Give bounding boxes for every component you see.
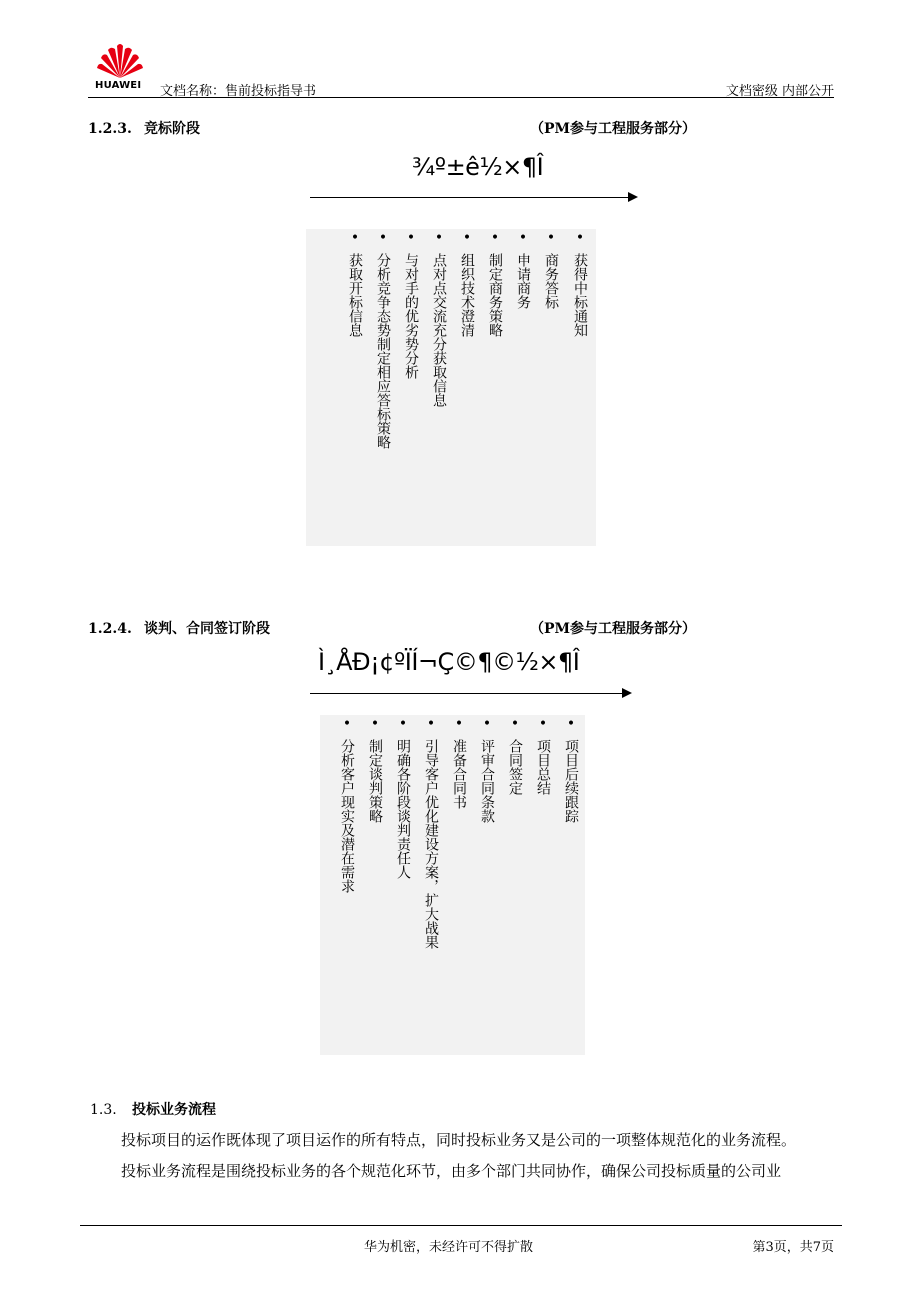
bullet-icon: • bbox=[546, 230, 556, 246]
bullet-icon: • bbox=[454, 716, 464, 732]
item-text: 商务答标 bbox=[543, 253, 559, 309]
bullet-icon: • bbox=[434, 230, 444, 246]
stage-arrow bbox=[310, 197, 636, 198]
section-heading-13 bbox=[90, 1099, 216, 1119]
section-heading-123 bbox=[88, 118, 200, 138]
item-text: 分析客户现实及潜在需求 bbox=[339, 739, 355, 893]
body-paragraph: 投标项目的运作既体现了项目运作的所有特点，同时投标业务又是公司的一项整体规范化的业务流程。 bbox=[121, 1131, 797, 1149]
list-item bbox=[561, 715, 581, 823]
list-item bbox=[485, 229, 505, 337]
bullet-icon: • bbox=[566, 716, 576, 732]
item-text: 评审合同条款 bbox=[479, 739, 495, 823]
diagram-title: ¾º±ê½×¶Î bbox=[412, 153, 544, 181]
item-text: 获得中标通知 bbox=[572, 253, 588, 337]
item-text: 引导客户优化建设方案，扩大战果 bbox=[423, 739, 439, 949]
item-text: 项目后续跟踪 bbox=[563, 739, 579, 823]
bullet-icon: • bbox=[510, 716, 520, 732]
item-text: 制定谈判策略 bbox=[367, 739, 383, 823]
list-item bbox=[429, 229, 449, 407]
list-item bbox=[513, 229, 533, 309]
bullet-icon: • bbox=[426, 716, 436, 732]
list-item bbox=[401, 229, 421, 379]
section-note: （PM参与工程服务部分） bbox=[530, 121, 697, 137]
page-number: 第3页，共7页 bbox=[752, 1240, 834, 1255]
item-text: 准备合同书 bbox=[451, 739, 467, 809]
item-text: 制定商务策略 bbox=[487, 253, 503, 337]
item-text: 获取开标信息 bbox=[347, 253, 363, 337]
list-item bbox=[541, 229, 561, 309]
bullet-icon: • bbox=[370, 716, 380, 732]
bullet-icon: • bbox=[342, 716, 352, 732]
bullet-icon: • bbox=[406, 230, 416, 246]
item-text: 申请商务 bbox=[515, 253, 531, 309]
section-heading-124 bbox=[88, 618, 270, 638]
document-classification: 文档密级 内部公开 bbox=[725, 84, 834, 99]
section-number: 1.2.4. bbox=[88, 621, 132, 637]
item-text: 项目总结 bbox=[535, 739, 551, 795]
bullet-icon: • bbox=[575, 230, 585, 246]
stage-activity-box bbox=[306, 229, 596, 546]
footer-divider bbox=[80, 1225, 842, 1226]
bullet-icon: • bbox=[462, 230, 472, 246]
stage-arrow bbox=[310, 693, 630, 694]
item-text: 与对手的优劣势分析 bbox=[403, 253, 419, 379]
list-item bbox=[337, 715, 357, 893]
item-text: 分析竞争态势制定相应答标策略 bbox=[375, 253, 391, 449]
item-text: 合同签定 bbox=[507, 739, 523, 795]
list-item bbox=[345, 229, 365, 337]
section-number: 1.2.3. bbox=[88, 121, 132, 137]
section-number: 1.3. bbox=[90, 1102, 117, 1118]
list-item bbox=[570, 229, 590, 337]
logo-text: HUAWEI bbox=[95, 80, 142, 91]
section-note: （PM参与工程服务部分） bbox=[530, 621, 697, 637]
item-text: 明确各阶段谈判责任人 bbox=[395, 739, 411, 879]
list-item bbox=[477, 715, 497, 823]
section-title: 投标业务流程 bbox=[132, 1102, 216, 1118]
list-item bbox=[505, 715, 525, 795]
list-item bbox=[393, 715, 413, 879]
list-item bbox=[373, 229, 393, 449]
section-title: 竞标阶段 bbox=[144, 121, 200, 137]
bullet-icon: • bbox=[350, 230, 360, 246]
section-title: 谈判、合同签订阶段 bbox=[144, 621, 270, 637]
diagram-title: Ì¸ÅÐ¡¢ºÏÍ¬Ç©¶©½×¶Î bbox=[318, 648, 580, 676]
bullet-icon: • bbox=[398, 716, 408, 732]
item-text: 点对点交流充分获取信息 bbox=[431, 253, 447, 407]
list-item bbox=[421, 715, 441, 949]
body-paragraph: 投标业务流程是围绕投标业务的各个规范化环节，由多个部门共同协作，确保公司投标质量的公司业 bbox=[121, 1162, 782, 1180]
item-text: 组织技术澄清 bbox=[459, 253, 475, 337]
header-divider bbox=[88, 97, 834, 98]
bullet-icon: • bbox=[538, 716, 548, 732]
footer-confidential: 华为机密，未经许可不得扩散 bbox=[364, 1240, 534, 1255]
document-name: 文档名称：售前投标指导书 bbox=[160, 84, 317, 99]
bullet-icon: • bbox=[378, 230, 388, 246]
list-item bbox=[449, 715, 469, 809]
list-item bbox=[365, 715, 385, 823]
list-item bbox=[457, 229, 477, 337]
list-item bbox=[533, 715, 553, 795]
bullet-icon: • bbox=[482, 716, 492, 732]
stage-activity-box bbox=[320, 715, 585, 1055]
bullet-icon: • bbox=[490, 230, 500, 246]
bullet-icon: • bbox=[518, 230, 528, 246]
